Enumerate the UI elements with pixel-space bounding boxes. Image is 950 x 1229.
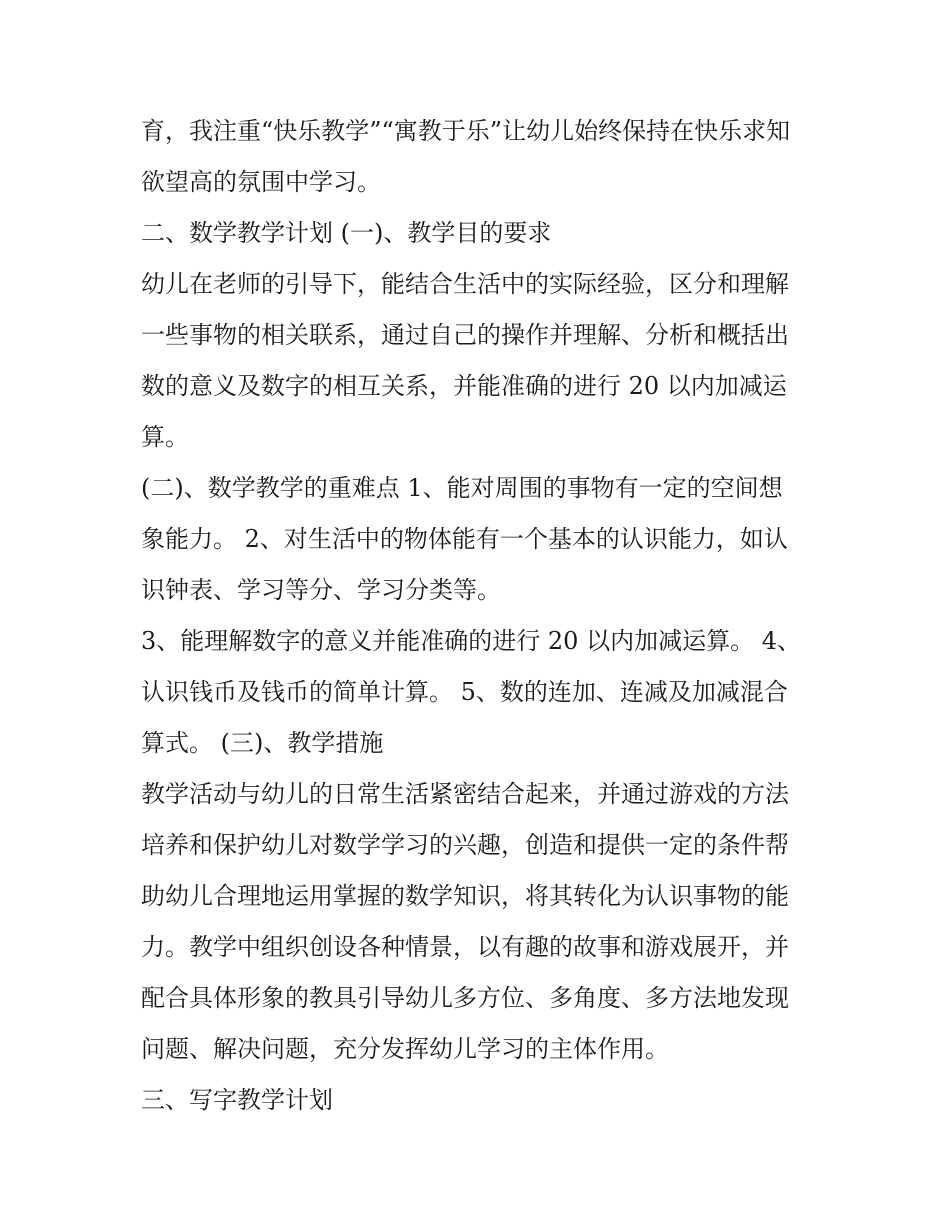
- subsection-heading-key-points: (二)、数学教学的重难点 1、能对周围的事物有一定的空间想: [141, 474, 783, 502]
- text-line: 数的意义及数字的相互关系，并能准确的进行 20 以内加减运: [141, 372, 787, 400]
- section-heading-math: 二、数学教学计划 (一)、教学目的要求: [141, 219, 552, 247]
- subsection-heading-measures: 算式。 (三)、教学措施: [141, 729, 384, 757]
- text-line: 认识钱币及钱币的简单计算。 5、数的连加、连减及加减混合: [141, 678, 788, 706]
- text-line: 力。教学中组织创设各种情景，以有趣的故事和游戏展开，并: [141, 933, 789, 961]
- text-line: 培养和保护幼儿对数学学习的兴趣，创造和提供一定的条件帮: [141, 831, 789, 859]
- text-line: 欲望高的氛围中学习。: [141, 168, 381, 196]
- text-line: 识钟表、学习等分、学习分类等。: [141, 576, 501, 604]
- section-heading-writing: 三、写字教学计划: [141, 1086, 333, 1114]
- document-body: [141, 106, 821, 1126]
- text-line: 象能力。 2、对生活中的物体能有一个基本的认识能力，如认: [141, 525, 788, 553]
- text-line: 配合具体形象的教具引导幼儿多方位、多角度、多方法地发现: [141, 984, 789, 1012]
- text-line: 幼儿在老师的引导下，能结合生活中的实际经验，区分和理解: [141, 270, 789, 298]
- text-line: 一些事物的相关联系，通过自己的操作并理解、分析和概括出: [141, 321, 789, 349]
- text-line: 教学活动与幼儿的日常生活紧密结合起来，并通过游戏的方法: [141, 780, 789, 808]
- text-line: 助幼儿合理地运用掌握的数学知识，将其转化为认识事物的能: [141, 882, 789, 910]
- text-line: 3、能理解数字的意义并能准确的进行 20 以内加减运算。 4、: [141, 627, 801, 655]
- text-line: 育，我注重“快乐教学”“寓教于乐”让幼儿始终保持在快乐求知: [141, 117, 791, 145]
- text-line: 问题、解决问题，充分发挥幼儿学习的主体作用。: [141, 1035, 669, 1063]
- text-line: 算。: [141, 423, 189, 451]
